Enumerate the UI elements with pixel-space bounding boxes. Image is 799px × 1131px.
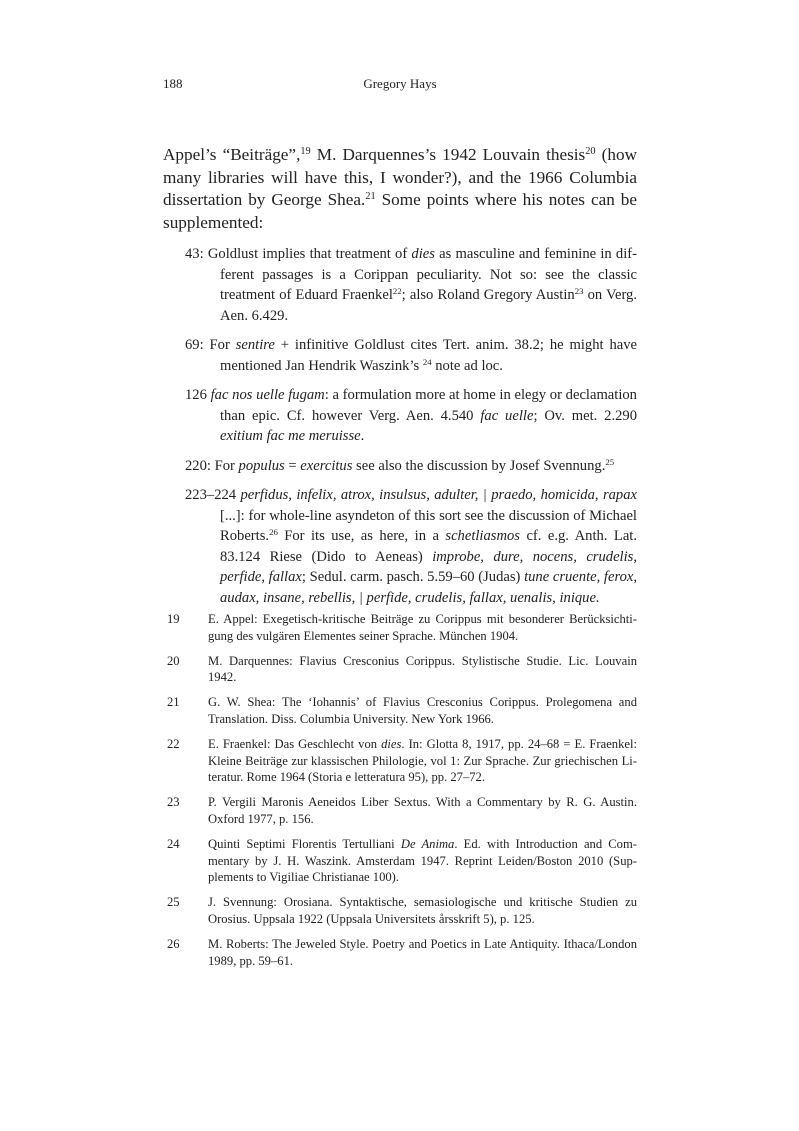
footnote-number: 20 (167, 653, 180, 668)
footnote (167, 794, 637, 828)
footnote-text (208, 653, 637, 687)
text-run: 126 (185, 387, 211, 403)
commentary-entries (185, 244, 637, 608)
commentary-entry (185, 385, 637, 447)
text-run: ; Sedul. carm. pasch. 5.59–60 (Judas) (301, 569, 525, 585)
commentary-entry (185, 244, 637, 326)
footnote-reference: 19 (300, 145, 311, 157)
text-run: E. Appel: Exegetisch-kritische Beiträge zu Corippus mit besonderer Berücksichtigung des vulgären Elementes seiner Sprache. München 1904. (208, 612, 637, 643)
italic-text: exercitus (300, 457, 353, 474)
text-run: G. W. Shea: The ‘Iohannis’ of Flavius Cresconius Corippus. Prolegomena and Translation. Diss. Columbia University. New York 1966. (208, 695, 637, 726)
text-run: . (360, 428, 365, 444)
footnote-number: 19 (167, 612, 180, 626)
italic-text: De Anima (400, 836, 455, 851)
italic-text: tune cruente, ferox, audax, insane, rebellis, | perfide, crudelis, fallax, uenalis, inique. (220, 569, 638, 606)
italic-text: sentire (235, 337, 275, 353)
text-run: 43: Goldlust implies that treatment of (185, 246, 412, 262)
text-run: ; Ov. met. 2.290 (533, 407, 638, 424)
text-run: note ad loc. (431, 357, 503, 374)
footnote-number: 22 (167, 736, 180, 751)
footnote-text (208, 894, 637, 928)
text-run: E. Fraenkel: Das Geschlecht von (208, 736, 382, 751)
text-run: + infinitive Goldlust cites Tert. anim. 38.2; he might have mentioned Jan Hendrik Waszink’s (220, 337, 637, 374)
footnote-reference: 22 (392, 285, 402, 296)
italic-text: exitium fac me meruisse (220, 428, 361, 444)
text-run: . In: Glotta 8, 1917, pp. 24–68 = E. Fraenkel: Kleine Beiträge zur klassischen Philologie, vol 1: Zur Sprache. Zur griechischen Literatur. Rome 1964 (Storia e letteratura 95), pp. 27–72. (208, 736, 637, 785)
text-run: P. Vergili Maronis Aeneidos Liber Sextus. With a Commentary by R. G. Austin. Oxford 1977, p. 156. (208, 795, 637, 826)
footnote (167, 894, 637, 928)
running-head: Gregory Hays (363, 76, 437, 91)
footnote-reference: 21 (365, 190, 376, 202)
commentary-entry (185, 335, 637, 376)
text-run: ; also Roland Gregory Austin (401, 287, 575, 303)
italic-text: populus (238, 457, 285, 474)
italic-text: perfidus, infelix, atrox, insulsus, adulter, | praedo, homicida, rapax (240, 487, 637, 503)
text-run: M. Roberts: The Jeweled Style. Poetry and Poetics in Late Antiquity. Ithaca/London 1989, pp. 59–61. (208, 936, 637, 968)
footnote-reference: 23 (574, 285, 584, 296)
footnote-reference: 20 (585, 145, 596, 157)
italic-text: schetliasmos (445, 528, 520, 544)
italic-text: dies (381, 736, 402, 751)
footnote-text (208, 694, 637, 728)
intro-paragraph (163, 144, 637, 234)
footnote (167, 694, 637, 728)
text-run: 220: For (185, 457, 239, 474)
footnote-number: 26 (167, 936, 180, 951)
footnote-text (208, 794, 637, 828)
page (163, 0, 637, 1007)
italic-text: fac uelle (480, 407, 534, 424)
footnote (167, 936, 637, 970)
footnotes (167, 611, 637, 1007)
footnote-number: 21 (167, 695, 180, 710)
text-run: For its use, as here, in a (277, 528, 446, 544)
text-run: 223–224 (185, 487, 241, 503)
footnote-text (208, 611, 637, 645)
text-run: M. Darquennes’s 1942 Louvain thesis (310, 145, 586, 164)
text-run: cf. e.g. Anth. Lat. 83.124 Riese (Dido to Aeneas) (220, 528, 637, 565)
footnote-reference: 26 (269, 526, 278, 537)
text-run: (how many libraries will have this, I wonder?), and the 1966 Columbia dissertation by George Shea. (163, 145, 637, 209)
italic-text: fac nos uelle fugam (210, 387, 325, 403)
text-run: J. Svennung: Orosiana. Syntaktische, semasiologische und kritische Studien zu Orosius. Uppsala 1922 (Uppsala Universitets årsskrift 5), p. 125. (208, 895, 637, 926)
main-text (163, 144, 637, 611)
footnote-text (208, 736, 637, 786)
footnote (167, 836, 637, 886)
italic-text: dies (411, 246, 435, 262)
italic-text: improbe, dure, nocens, crudelis, perfide, fallax (220, 548, 637, 585)
commentary-entry (185, 456, 637, 477)
footnote (167, 736, 637, 786)
text-run: [...]: for whole-line asyndeton of this sort see the discussion of Michael Roberts. (220, 507, 637, 544)
footnote-number: 25 (167, 895, 180, 910)
footnote-number: 24 (167, 836, 180, 851)
commentary-entry (185, 485, 637, 608)
footnote-reference: 25 (605, 456, 615, 467)
text-run: . Ed. with Introduction and Commentary by J. H. Waszink. Amsterdam 1947. Reprint Leiden/Boston 2010 (Supplements to Vigiliae Christianae 100). (208, 836, 637, 885)
text-run: : a formulation more at home in elegy or declamation than epic. Cf. however Verg. Aen. 4.540 (220, 387, 637, 424)
footnote-text (208, 836, 637, 886)
text-run: Appel’s “Beiträge”, (163, 145, 301, 164)
text-run: see also the discussion by Josef Svennung. (352, 457, 606, 474)
text-run: M. Darquennes: Flavius Cresconius Corippus. Stylistische Studie. Lic. Louvain 1942. (208, 653, 637, 685)
footnote (167, 611, 637, 645)
page-number: 188 (163, 76, 183, 91)
text-run: Quinti Septimi Florentis Tertulliani (208, 836, 401, 851)
text-run: = (284, 457, 301, 474)
text-run: on Verg. Aen. 6.429. (220, 287, 637, 324)
footnote-reference: 24 (422, 356, 432, 367)
footnote-text (208, 936, 637, 970)
footnote (167, 653, 637, 687)
page-header (163, 76, 637, 94)
text-run: as masculine and feminine in different passages is a Corippan peculiarity. Not so: see the classic treatment of Eduard Fraenkel (220, 246, 637, 303)
text-run: 69: For (185, 337, 236, 353)
footnote-number: 23 (167, 795, 180, 810)
text-run: Some points where his notes can be supplemented: (163, 190, 638, 232)
